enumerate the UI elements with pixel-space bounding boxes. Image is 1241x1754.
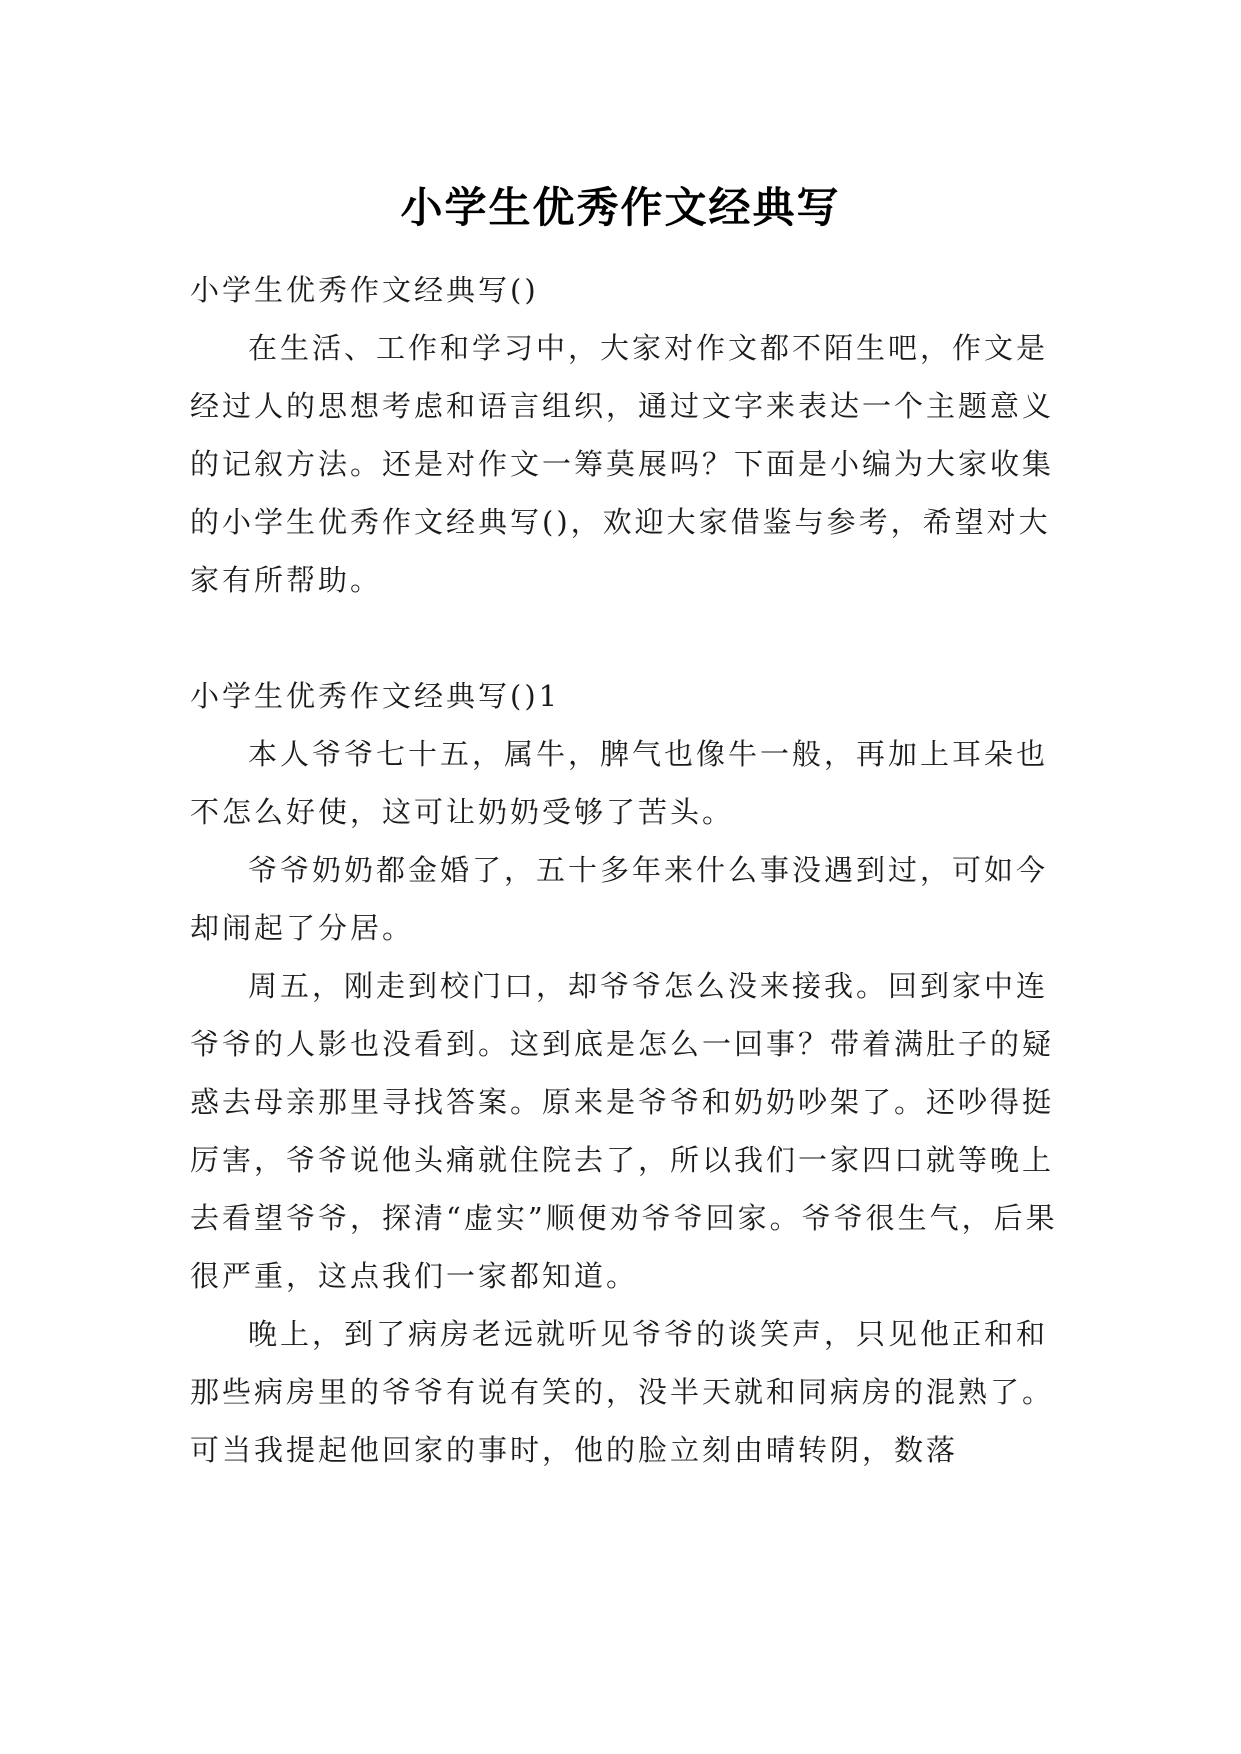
body-paragraph: 周五，刚走到校门口，却爷爷怎么没来接我。回到家中连爷爷的人影也没看到。这到底是怎么一回事？带着满肚子的疑惑去母亲那里寻找答案。原来是爷爷和奶奶吵架了。还吵得挺厉害，爷爷说他头痛就住院去了，所以我们一家四口就等晚上去看望爷爷，探清“虚实”顺便劝爷爷回家。爷爷很生气，后果很严重，这点我们一家都知道。 bbox=[190, 969, 1058, 1293]
document-subtitle: 小学生优秀作文经典写() bbox=[190, 273, 539, 307]
intro-paragraph: 在生活、工作和学习中，大家对作文都不陌生吧，作文是经过人的思想考虑和语言组织，通过文字来表达一个主题意义的记叙方法。还是对作文一筹莫展吗？下面是小编为大家收集的小学生优秀作文经典写()，欢迎大家借鉴与参考，希望对大家有所帮助。 bbox=[190, 331, 1055, 597]
body-paragraph: 本人爷爷七十五，属牛，脾气也像牛一般，再加上耳朵也不怎么好使，这可让奶奶受够了苦头。 bbox=[190, 737, 1049, 829]
document-title: 小学生优秀作文经典写 bbox=[400, 183, 841, 233]
body-paragraph: 爷爷奶奶都金婚了，五十多年来什么事没遇到过，可如今却闹起了分居。 bbox=[190, 853, 1049, 945]
section-heading: 小学生优秀作文经典写()1 bbox=[190, 679, 561, 713]
body-paragraph: 晚上，到了病房老远就听见爷爷的谈笑声，只见他正和和那些病房里的爷爷有说有笑的，没半天就和同病房的混熟了。可当我提起他回家的事时，他的脸立刻由晴转阴，数落 bbox=[190, 1317, 1055, 1467]
document-body bbox=[190, 261, 1060, 1479]
